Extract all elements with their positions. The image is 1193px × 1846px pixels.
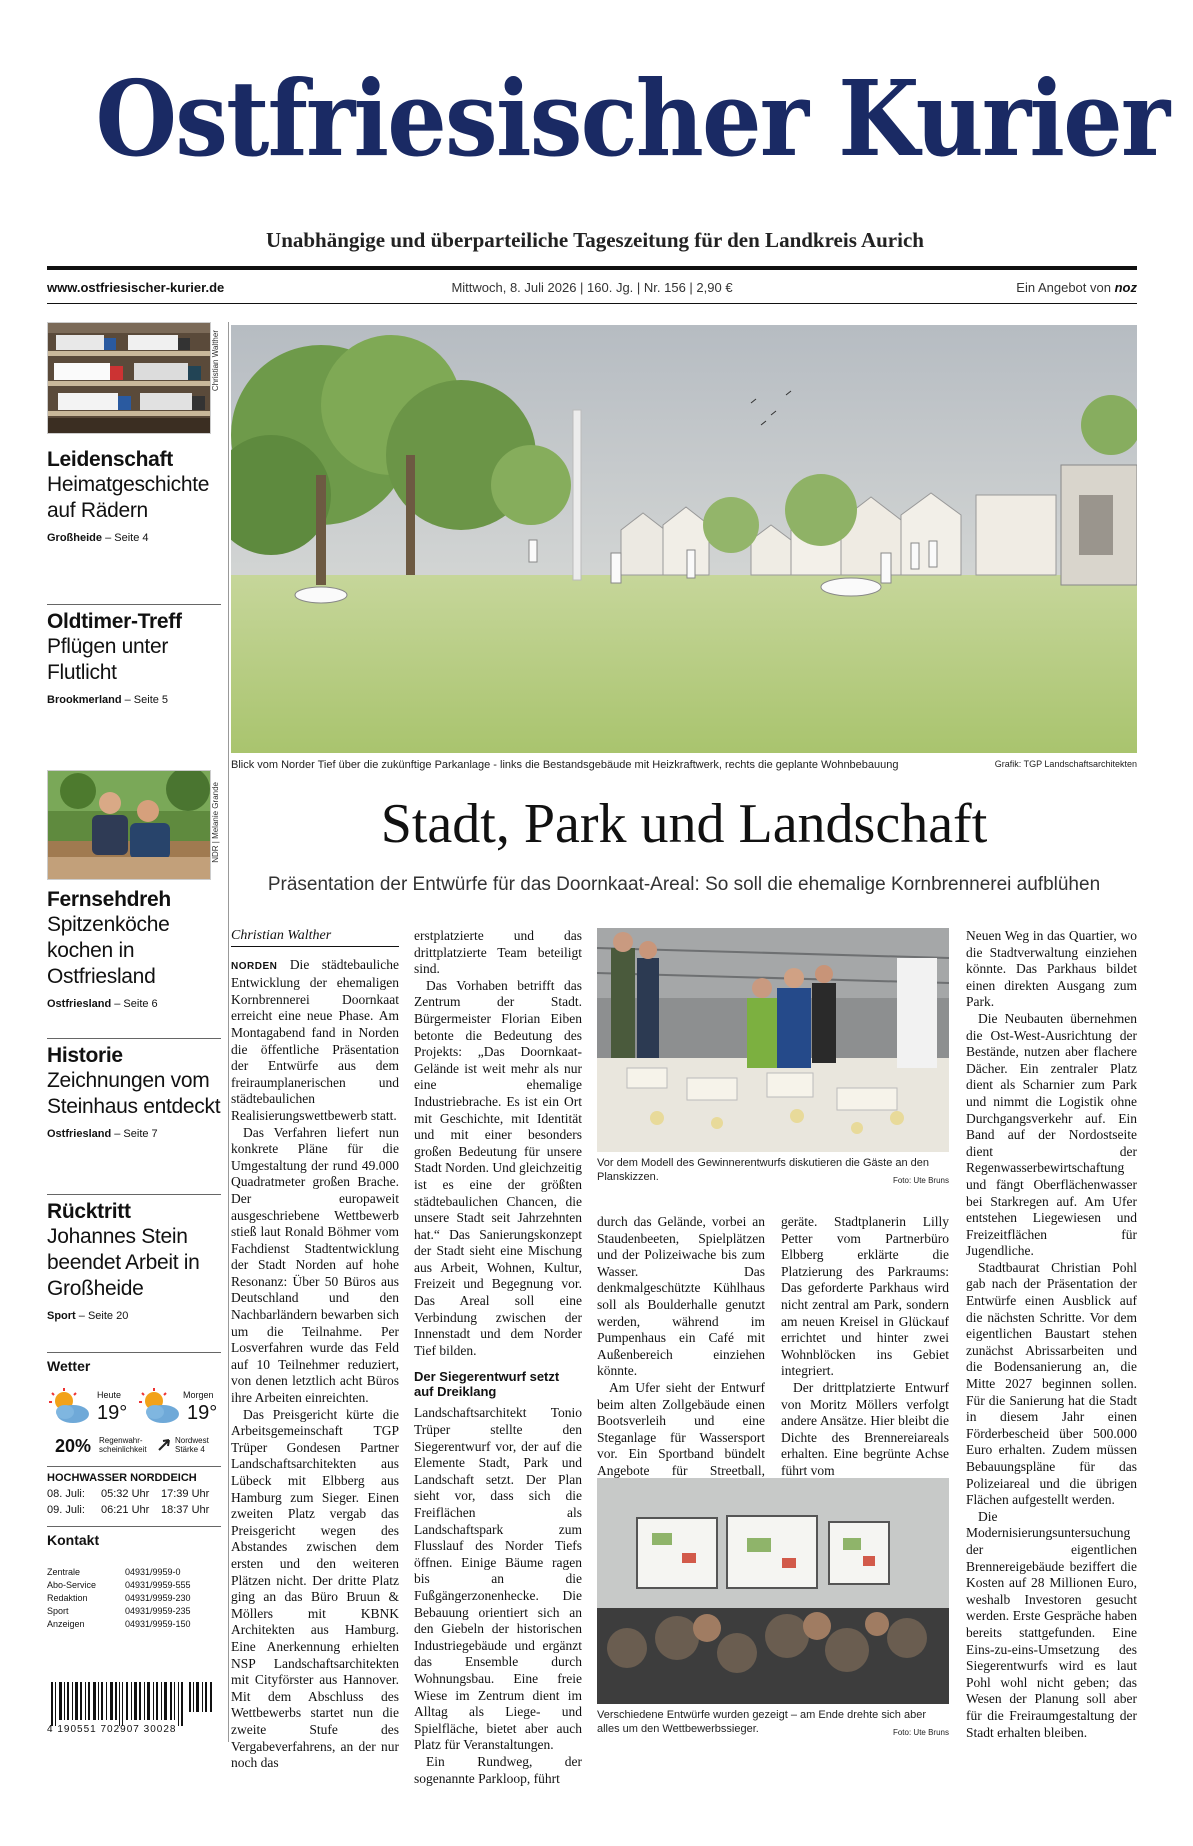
photo-audience (597, 1478, 949, 1704)
paragraph: erstplatzierte und das drittplatzierte Team beteiligt sind. (414, 928, 582, 977)
publisher-note (1016, 280, 1137, 295)
barcode-number: 4 190551 702907 30028 (47, 1724, 177, 1735)
teaser-kicker: Fernsehdreh (47, 888, 171, 911)
barcode (47, 1682, 217, 1740)
teaser-kicker: Historie (47, 1044, 123, 1067)
partly-cloudy-icon (47, 1388, 93, 1424)
divider (47, 604, 221, 605)
teaser-headline: Zeichnungen vom Steinhaus entdeckt (47, 1069, 221, 1118)
teaser-photo-trucks (47, 322, 211, 434)
teaser-page-ref: Ostfriesland – Seite 7 (47, 1128, 158, 1140)
park-rendering-image (231, 325, 1137, 753)
rain-label: Regenwahr-scheinlichkeit (99, 1436, 147, 1454)
sidebar-divider (228, 322, 229, 1742)
teaser-kicker: Rücktritt (47, 1200, 131, 1223)
hero-caption (231, 759, 1137, 771)
teaser-leidenschaft[interactable] (47, 448, 221, 544)
author: Christian Walther (231, 928, 332, 943)
rain-probability: 20% (55, 1436, 92, 1456)
paragraph: Der drittplatzierte Entwurf von Moritz Möllers verfolgt andere Ansätze. Hier bleibt die Dichte des Brennereiareals erhalten. Eine begrünte Achse führt vom (781, 1379, 949, 1478)
divider (47, 1194, 221, 1195)
photo1-credit: Foto: Ute Bruns (892, 1176, 949, 1185)
contact-row: Sport 04931/9959-235 (47, 1606, 191, 1616)
divider (47, 1038, 221, 1039)
photo1-caption: Vor dem Modell des Gewinnerentwurfs diskutieren die Gäste an den Planskizzen. Foto: Ute Bruns (597, 1156, 949, 1188)
website-url[interactable]: www.ostfriesischer-kurier.de (47, 280, 225, 295)
divider (47, 1352, 221, 1353)
paragraph: Neuen Weg in das Quartier, wo die Stadtverwaltung einziehen könnte. Das Parkhaus bildet einen direkten Ausgang zum Park. (966, 928, 1137, 1010)
photo2-caption: Verschiedene Entwürfe wurden gezeigt – am Ende drehte sich aber alles um den Wettbewerbssieger. Foto: Ute Bruns (597, 1708, 949, 1740)
paragraph: Das Preisgericht kürte die Arbeitsgemeinschaft TGP Trüper Gondesen Partner Landschaftsarchitekten aus Lübeck mit Elbberg aus Hamburg zum Sieger. Einen zweiten Platz vergab das Preisgericht wegen des Abstandes zwischen dem ersten und den weiteren Plätzen nicht. Der dritte Platz ging an das Büro Bruun & Möllers mit KBNK Architekten aus Hamburg. Eine Anerkennung erhielten NSP Landschaftsarchitekten mit Cityförster aus Hannover. Mit dem Abschluss des Wettbewerbs startet nun die zweite Stufe des Vergabeverfahrens, an der nur noch das (231, 1406, 399, 1771)
partly-cloudy-icon (137, 1388, 183, 1424)
teaser-headline: Spitzenköche kochen in Ostfriesland (47, 913, 170, 988)
teaser-page-ref: Ostfriesland – Seite 6 (47, 998, 158, 1010)
article-column-5 (966, 928, 1137, 1741)
paragraph: geräte. Stadtplanerin Lilly Petter vom Partnerbüro Elbberg erklärte die Platzierung des Parkraums: Das geforderte Parkhaus wird nicht zentral am Park, sondern am neuen Kreisel in Glückauf errichtet und hinter zwei Wohnblöcken ins Gebiet integriert. (781, 1214, 949, 1379)
teaser-page-ref: Sport – Seite 20 (47, 1310, 129, 1322)
teaser-fernsehdreh[interactable] (47, 888, 221, 1010)
tagline: Unabhängige und überparteiliche Tageszeitung für den Landkreis Aurich (266, 228, 924, 252)
photo-model-discussion (597, 928, 949, 1152)
article-crosshead: Der Siegerentwurf setzt auf Dreiklang (414, 1369, 560, 1400)
wind-arrow-icon (157, 1438, 171, 1452)
sidebar (47, 322, 221, 1742)
paragraph: Ein Rundweg, der sogenannte Parkloop, führt (414, 1753, 582, 1786)
paragraph: Landschaftsarchitekt Tonio Trüper stellte den Siegerentwurf vor, der auf die Elemente Stadt, Park und Landschaft setzt. Der Plan sieht vor, dass sich die Freiflächen als Landschaftspark zum Flusslauf des Norder Tiefs öffnen. Einige Bäume ragen bis an die Fußgängerzonenhecke. Die Bebauung orientiert sich an den Giebeln der historischen Industriegebäude und ergänzt das Ensemble durch Wohnungsbau. Eine freie Wiese im Zentrum dient im Alltag als Liege- und Spielfläche, bietet aber auch Platz für Veranstaltungen. (414, 1405, 582, 1753)
barcode-bars (47, 1682, 217, 1726)
contact-row: Zentrale 04931/9959-0 (47, 1567, 181, 1577)
contact-row: Abo-Service 04931/9959-555 (47, 1580, 191, 1590)
weather-tomorrow-temp: 19° (187, 1402, 218, 1424)
teaser-kicker: Oldtimer-Treff (47, 610, 182, 633)
teaser-headline: Johannes Stein beendet Arbeit in Großheide (47, 1225, 200, 1300)
article-column-4 (781, 1214, 949, 1480)
teaser-historie[interactable] (47, 1044, 221, 1140)
hero-credit: Grafik: TGP Landschaftsarchitekten (994, 759, 1137, 769)
article-column-3 (597, 1214, 765, 1496)
article-column-2 (414, 928, 582, 1787)
paragraph: durch das Gelände, vorbei an Staudenbeeten, Spielplätzen und der Polizeiwache bis zum Wasser. Das denkmalgeschützte Kühlhaus soll als Boulderhalle genutzt werden, während im Pumpenhaus ein Café mit Außenbereich einziehen könnte. (597, 1214, 765, 1379)
contact-row: Redaktion 04931/9959-230 (47, 1593, 191, 1603)
teaser-headline: Heimatgeschichte auf Rädern (47, 473, 210, 522)
contact-title: Kontakt (47, 1532, 100, 1548)
tide-title: HOCHWASSER NORDDEICH (47, 1472, 197, 1484)
offer-prefix: Ein Angebot von (1016, 280, 1111, 295)
divider (47, 1526, 221, 1527)
dateline-place: NORDEN (231, 960, 278, 972)
photo2-credit: Foto: Ute Bruns (892, 1728, 949, 1737)
article-column-1 (231, 928, 399, 1772)
paragraph: Stadtbaurat Christian Pohl gab nach der Präsentation der Entwürfe einen Ausblick auf die nächsten Schritte. Vor dem eigentlichen Baustart stehen zunächst Abrissarbeiten und die Bodensanierung an, die Mitte 2027 beginnen sollen. Für die Sanierung hat die Stadt in diesem Jahr einen Förderbescheid über 500.000 Euro erhalten. Zudem müssen Bebauungspläne für das Polizeiareal und die übrigen Flächen aufgestellt werden. (966, 1259, 1137, 1508)
weather-title: Wetter (47, 1358, 91, 1374)
tide-row: 08. Juli: 05:32 Uhr 17:39 Uhr (47, 1488, 210, 1500)
paragraph: Die Neubauten übernehmen die Ost-West-Ausrichtung der Bestände, nutzen aber flachere Dächer. Ein zentraler Platz dient als Scharnier zum Park und nimmt die Logistik ohne Durchgangsverkehr auf. Ein Band auf der Nordostseite dient der Regenwasserbewirtschaftung und fängt Oberflächenwasser bei Starkregen auf. Am Ufer entstehen Liegewiesen und Freizeitflächen für Jugendliche. (966, 1010, 1137, 1259)
article-headline: Stadt, Park und Landschaft (380, 793, 988, 855)
author-rule (231, 946, 399, 947)
info-rule (47, 303, 1137, 304)
paragraph: Am Ufer sieht der Entwurf beim alten Zollgebäude einen Bootsverleih und eine Steganlage für Wassersport vor. Ein Sportband bündelt Angebote für Streetball, (597, 1379, 765, 1478)
weather-tomorrow-label: Morgen (183, 1390, 214, 1400)
hero-image (231, 325, 1137, 753)
teaser-headline: Pflügen unter Flutlicht (47, 635, 169, 684)
teaser-page-ref: Brookmerland – Seite 5 (47, 694, 169, 706)
paragraph: Das Vorhaben betrifft das Zentrum der Stadt. Bürgermeister Florian Eiben betonte die Bedeutung des Projekts: „Das Doornkaat-Gelände ist weit mehr als nur eine ehemalige Industriebrache. Es ist ein Ort mit Geschichte, mit Identität und mit einer besonders großen Bedeutung für unsere Stadt Norden. Und gleichzeitig ist es eine der größten städtebaulichen Chancen, die unsere Stadt seit Jahrzehnten hat.“ Das Sanierungskonzept der Stadt sieht eine Mischung aus Arbeit, Wohnen, Kultur, Freizeit und Begegnung vor. Das Areal soll eine Verbindung zwischen der Innenstadt und dem Norder Tief bilden. (414, 977, 582, 1358)
dateline: Mittwoch, 8. Juli 2026 | 160. Jg. | Nr. 156 | 2,90 € (451, 280, 733, 295)
contact-row: Anzeigen 04931/9959-150 (47, 1619, 191, 1629)
weather-today-temp: 19° (97, 1402, 128, 1424)
paragraph: NORDEN Die städtebauliche Entwicklung der ehemaligen Kornbrennerei Doornkaat erreicht eine neue Phase. Am Montagabend fand in Norden die öffentliche Präsentation der Entwürfe aus dem freiraumplanerischen und städtebaulichen Realisierungswettbewerb statt. (231, 956, 399, 1123)
publisher-logo: noz (1114, 280, 1137, 295)
article-subhead: Präsentation der Entwürfe für das Doornkaat-Areal: So soll die ehemalige Kornbrennerei aufblühen (267, 874, 1101, 895)
teaser-photo-chefs (47, 770, 211, 880)
contact-list (47, 1566, 221, 1631)
weather-today-label: Heute (97, 1390, 122, 1400)
divider (47, 1466, 221, 1467)
info-bar (47, 276, 1137, 302)
model-discussion-image (597, 928, 949, 1152)
newspaper-title: Ostfriesischer Kurier (95, 57, 1169, 180)
hero-caption-text: Blick vom Norder Tief über die zukünftige Parkanlage - links die Bestandsgebäude mit Heizkraftwerk, rechts die geplante Wohnbebauung (231, 759, 899, 771)
teaser-oldtimer-treff[interactable] (47, 610, 221, 706)
paragraph: Das Verfahren liefert nun konkrete Pläne für die Umgestaltung der rund 49.000 Quadratmeter großen Brache. Der europaweit ausgeschriebene Wettbewerb stieß laut Ronald Böhmer vom Fachdienst Stadtentwicklung der Stadt Norden auf hohe Resonanz: Über 50 Büros aus Deutschland und den Nachbarländern bewarben sich um die Teilnahme. Per Losverfahren wurde das Feld auf 10 Teilnehmer reduziert, von denen letztlich acht Büros ihre Arbeiten einreichten. (231, 1124, 399, 1406)
paragraph: Die Modernisierungsuntersuchung der eigentlichen Brennereigebäude beziffert die Kosten auf 28 Millionen Euro, weshalb Investoren gesucht werden. Erste Gespräche haben bereits stattgefunden. Eine Eins-zu-eins-Umsetzung des Siegerentwurfs wird es laut Pohl wohl nicht geben; das Wesen der Planung soll aber für die Freiraumgestaltung der Stadt erhalten bleiben. (966, 1508, 1137, 1740)
audience-plans-image (597, 1478, 949, 1704)
teaser-page-ref: Großheide – Seite 4 (47, 532, 149, 544)
teaser-kicker: Leidenschaft (47, 448, 173, 471)
truck-models-image (48, 323, 211, 434)
masthead (40, 44, 1169, 224)
wind-label: Nordwest Stärke 4 (175, 1436, 209, 1454)
masthead-rule (47, 266, 1137, 270)
tide-row: 09. Juli: 06:21 Uhr 18:37 Uhr (47, 1504, 210, 1516)
chefs-image (48, 771, 211, 880)
photo-credit: Christian Walther (211, 330, 220, 392)
photo-credit: NDR | Melanie Grande (211, 782, 220, 863)
teaser-ruecktritt[interactable] (47, 1200, 221, 1322)
